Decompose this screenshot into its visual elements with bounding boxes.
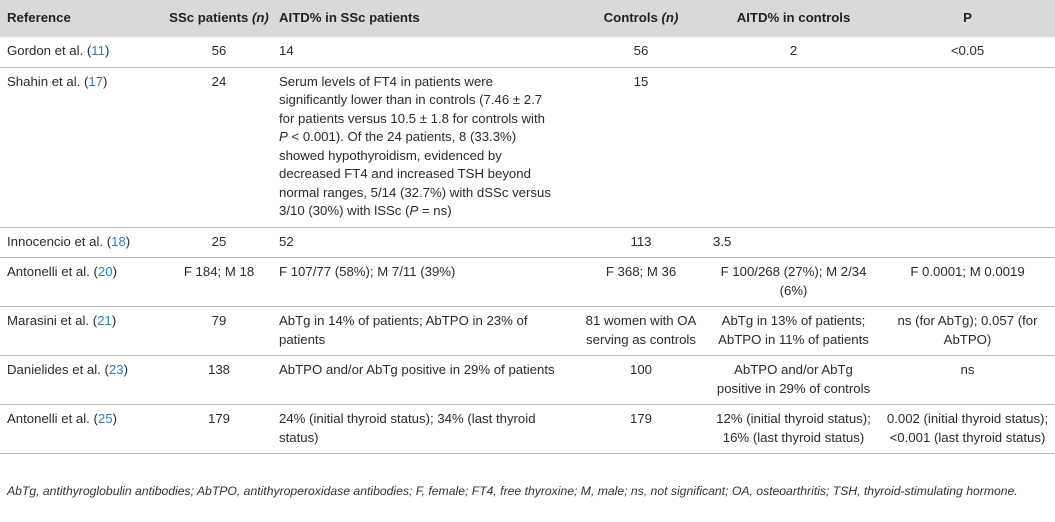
cell-reference bbox=[0, 258, 163, 307]
citation-link[interactable]: 20 bbox=[97, 264, 113, 279]
cell-p-value: F 0.0001; M 0.0019 bbox=[880, 258, 1055, 307]
reference-close: ) bbox=[112, 264, 117, 279]
cell-aitd-ssc bbox=[275, 67, 575, 227]
cell-controls: 56 bbox=[575, 37, 707, 67]
table-footnote: AbTg, antithyroglobulin antibodies; AbTPO, antithyroperoxidase antibodies; F, female; FT4, free thyroxine; M, male; ns, not significant; OA, osteoarthritis; TSH, thyroid-stimulating hormone. bbox=[7, 484, 1018, 498]
header-reference: Reference bbox=[7, 10, 71, 26]
cell-ssc-patients: 179 bbox=[163, 405, 275, 454]
cell-reference bbox=[0, 67, 163, 227]
cell-controls: 179 bbox=[575, 405, 707, 454]
reference-close: ) bbox=[111, 313, 117, 328]
cell-aitd-controls: 12% (initial thyroid status); 16% (last thyroid status) bbox=[707, 405, 880, 454]
table-body bbox=[0, 37, 1055, 454]
citation-link[interactable]: 11 bbox=[91, 43, 105, 58]
table-row bbox=[0, 307, 1055, 356]
cell-ssc-patients: 24 bbox=[163, 67, 275, 227]
cell-aitd-ssc: 14 bbox=[275, 37, 575, 67]
cell-p-value: ns (for AbTg); 0.057 (for AbTPO) bbox=[880, 307, 1055, 356]
table-row bbox=[0, 356, 1055, 405]
cell-controls: F 368; M 36 bbox=[575, 258, 707, 307]
cell-reference bbox=[0, 227, 163, 258]
reference-name: Marasini et al. ( bbox=[7, 313, 98, 328]
table-header bbox=[0, 0, 1055, 37]
header-aitd-controls: AITD% in controls bbox=[736, 10, 851, 26]
reference-close: ) bbox=[125, 233, 131, 249]
reference-name: Innocencio et al. ( bbox=[7, 233, 112, 249]
cell-aitd-controls: AbTg in 13% of patients; AbTPO in 11% of patients bbox=[707, 307, 880, 356]
cell-reference bbox=[0, 307, 163, 356]
cell-aitd-controls: 3.5 bbox=[707, 227, 880, 258]
reference-close: ) bbox=[112, 411, 117, 426]
cell-aitd-ssc: F 107/77 (58%); M 7/11 (39%) bbox=[275, 258, 575, 307]
cell-p-value: <0.05 bbox=[880, 37, 1055, 67]
header-aitd-ssc: AITD% in SSc patients bbox=[279, 10, 420, 26]
cell-controls: 15 bbox=[575, 67, 707, 227]
cell-controls: 100 bbox=[575, 356, 707, 405]
p-symbol: P bbox=[279, 129, 288, 144]
reference-close: ) bbox=[123, 362, 128, 377]
cell-ssc-patients: 79 bbox=[163, 307, 275, 356]
cell-aitd-controls bbox=[707, 67, 880, 227]
cell-aitd-controls: AbTPO and/or AbTg positive in 29% of controls bbox=[707, 356, 880, 405]
citation-link[interactable]: 23 bbox=[108, 362, 124, 377]
cell-ssc-patients: 138 bbox=[163, 356, 275, 405]
cell-ssc-patients: 25 bbox=[163, 227, 275, 258]
reference-name: Danielides et al. ( bbox=[7, 362, 109, 377]
reference-name: Shahin et al. ( bbox=[7, 73, 89, 89]
p-symbol: P bbox=[409, 203, 419, 218]
table-row bbox=[0, 405, 1055, 454]
aitd-text-part: = ns) bbox=[418, 203, 452, 218]
cell-p-value bbox=[880, 67, 1055, 227]
cell-aitd-ssc: AbTg in 14% of patients; AbTPO in 23% of patients bbox=[275, 307, 575, 356]
cell-aitd-ssc: 52 bbox=[275, 227, 575, 258]
header-row bbox=[0, 0, 1055, 37]
table-row bbox=[0, 37, 1055, 67]
cell-controls: 113 bbox=[575, 227, 707, 258]
cell-reference bbox=[0, 37, 163, 67]
header-controls bbox=[575, 0, 707, 37]
cell-p-value: 0.002 (initial thyroid status); <0.001 (last thyroid status) bbox=[880, 405, 1055, 454]
cell-ssc-patients: 56 bbox=[163, 37, 275, 67]
table-row bbox=[0, 227, 1055, 258]
citation-link[interactable]: 25 bbox=[97, 411, 113, 426]
table-row bbox=[0, 258, 1055, 307]
cell-ssc-patients: F 184; M 18 bbox=[163, 258, 275, 307]
header-ssc-patients bbox=[163, 0, 275, 37]
cell-aitd-controls: F 100/268 (27%); M 2/34 (6%) bbox=[707, 258, 880, 307]
reference-name: Antonelli et al. ( bbox=[7, 411, 98, 426]
cell-aitd-ssc: 24% (initial thyroid status); 34% (last thyroid status) bbox=[275, 405, 575, 454]
cell-reference bbox=[0, 356, 163, 405]
cell-aitd-controls: 2 bbox=[707, 37, 880, 67]
cell-controls: 81 women with OA serving as controls bbox=[575, 307, 707, 356]
header-ssc-patients-label: SSc patients bbox=[169, 10, 249, 26]
citation-link[interactable]: 21 bbox=[97, 313, 112, 328]
header-p-value: P bbox=[963, 10, 972, 26]
citation-link[interactable]: 18 bbox=[111, 233, 126, 249]
cell-aitd-ssc: AbTPO and/or AbTg positive in 29% of patients bbox=[275, 356, 575, 405]
cell-reference bbox=[0, 405, 163, 454]
aitd-text-part: < 0.001). Of the 24 patients, 8 (33.3%) showed hypothyroidism, evidenced by decreased FT4 and increased TSH beyond normal ranges, 5/14 (32.7%) with dSSc versus 3/10 (30%) with lSSc ( bbox=[279, 129, 551, 218]
reference-name: Gordon et al. ( bbox=[7, 43, 92, 58]
table-row bbox=[0, 67, 1055, 227]
reference-close: ) bbox=[105, 43, 110, 58]
cell-p-value bbox=[880, 227, 1055, 258]
header-controls-label: Controls bbox=[603, 10, 658, 26]
header-controls-n: (n) bbox=[661, 10, 679, 26]
header-ssc-n: (n) bbox=[251, 10, 269, 26]
citation-link[interactable]: 17 bbox=[88, 73, 104, 89]
aitd-text-part: Serum levels of FT4 in patients were significantly lower than in controls (7.46 ± 2.7 for patients versus 10.5 ± 1.8 for controls with bbox=[279, 73, 545, 126]
reference-name: Antonelli et al. ( bbox=[7, 264, 98, 279]
cell-p-value: ns bbox=[880, 356, 1055, 405]
reference-close: ) bbox=[103, 73, 108, 89]
